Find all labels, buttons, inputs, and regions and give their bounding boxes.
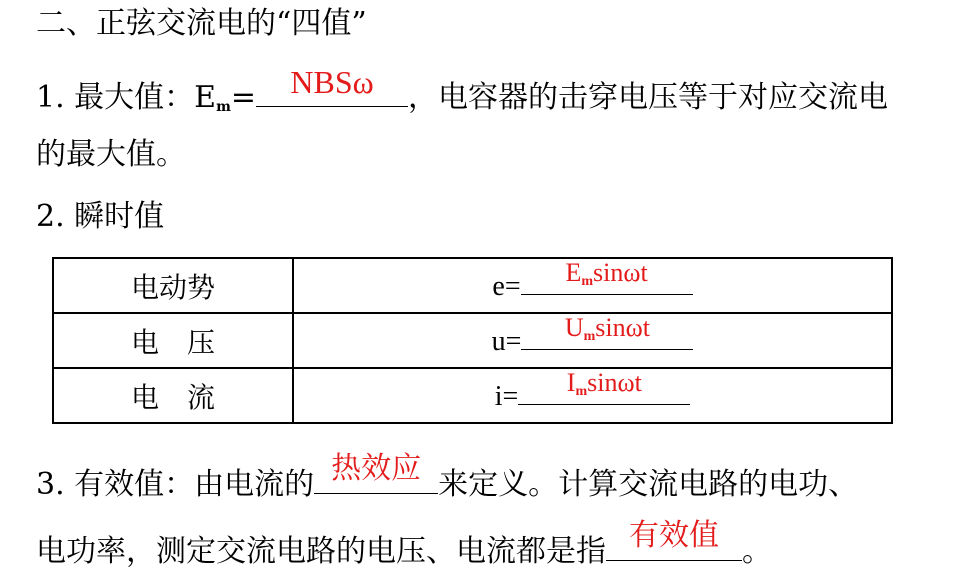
answer-subscript: m bbox=[583, 329, 596, 344]
max-value-subscript: m bbox=[216, 99, 231, 115]
effective-prefix: 3. 有效值：由电流的 bbox=[36, 467, 315, 502]
section-heading: 二、正弦交流电的“四值” bbox=[36, 6, 367, 41]
effective-blank-2 bbox=[606, 518, 742, 561]
max-value-blank bbox=[256, 64, 408, 107]
answer-subscript: m bbox=[575, 384, 588, 399]
row-formula-current bbox=[293, 368, 892, 423]
formula-blank bbox=[521, 313, 693, 350]
effective-suffix: 来定义。计算交流电路的电功、 bbox=[438, 467, 859, 502]
max-value-prefix: 1. 最大值：E bbox=[36, 80, 217, 115]
max-value-answer: NBSω bbox=[290, 64, 374, 100]
row-name-emf: 电动势 bbox=[53, 258, 293, 313]
instant-table bbox=[52, 257, 893, 424]
table-row bbox=[53, 313, 892, 368]
max-value-line2: 的最大值。 bbox=[36, 137, 186, 172]
answer-subscript: m bbox=[581, 274, 594, 289]
answer-rest: sinωt bbox=[593, 258, 648, 287]
row-name-voltage: 电 压 bbox=[53, 313, 293, 368]
formula-blank bbox=[518, 368, 690, 405]
effective-blank-1 bbox=[314, 451, 438, 494]
formula-answer bbox=[521, 258, 693, 290]
formula-lhs: e= bbox=[492, 271, 521, 302]
formula-lhs: i= bbox=[494, 381, 519, 412]
answer-rest: sinωt bbox=[587, 368, 642, 397]
answer-base: I bbox=[566, 368, 576, 397]
formula-answer bbox=[521, 313, 693, 345]
answer-base: E bbox=[565, 258, 582, 287]
row-formula-emf bbox=[293, 258, 892, 313]
effective-answer-1: 热效应 bbox=[331, 451, 422, 486]
effective-line2 bbox=[36, 518, 772, 570]
row-formula-voltage bbox=[293, 313, 892, 368]
table-row bbox=[53, 368, 892, 423]
effective-answer-2: 有效值 bbox=[629, 518, 719, 553]
max-value-eq: = bbox=[230, 80, 257, 115]
effective-line bbox=[36, 451, 859, 503]
table-row bbox=[53, 258, 892, 313]
answer-base: U bbox=[564, 313, 584, 342]
max-value-line bbox=[36, 64, 889, 125]
answer-rest: sinωt bbox=[595, 313, 650, 342]
row-name-current: 电 流 bbox=[53, 368, 293, 423]
effective-line2-prefix: 电功率，测定交流电路的电压、电流都是指 bbox=[36, 534, 606, 569]
max-value-suffix: ，电容器的击穿电压等于对应交流电 bbox=[408, 80, 889, 115]
instant-title: 2. 瞬时值 bbox=[36, 199, 165, 234]
formula-answer bbox=[518, 368, 690, 400]
formula-blank bbox=[521, 258, 693, 295]
formula-lhs: u= bbox=[491, 326, 522, 357]
effective-line2-suffix: 。 bbox=[742, 534, 772, 569]
